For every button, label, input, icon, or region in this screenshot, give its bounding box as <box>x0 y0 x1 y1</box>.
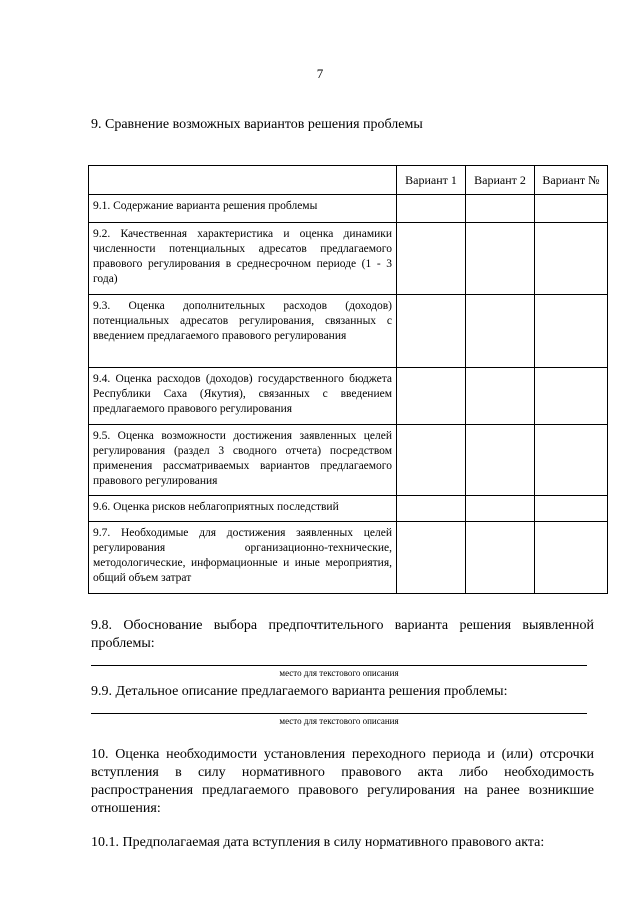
row-label-9-1: 9.1. Содержание варианта решения проблемы <box>89 195 397 223</box>
cell-empty <box>535 295 608 368</box>
cell-empty <box>535 195 608 223</box>
table-row <box>89 223 608 295</box>
cell-empty <box>466 295 535 368</box>
table-row <box>89 195 608 223</box>
cell-empty <box>535 368 608 425</box>
cell-empty <box>466 195 535 223</box>
section-9-heading: 9. Сравнение возможных вариантов решения проблемы <box>91 117 423 132</box>
column-header-variant-2: Вариант 2 <box>466 166 535 195</box>
cell-empty <box>535 522 608 594</box>
row-label-9-3: 9.3. Оценка дополнительных расходов (доходов) потенциальных адресатов регулирования, связанных с введением предлагаемого правового регулирования <box>89 295 397 368</box>
cell-empty <box>397 368 466 425</box>
text-input-line <box>91 665 587 666</box>
cell-empty <box>397 496 466 522</box>
table-row <box>89 425 608 496</box>
table-row <box>89 295 608 368</box>
cell-empty <box>466 425 535 496</box>
placeholder-note: место для текстового описания <box>279 716 399 726</box>
cell-empty <box>397 195 466 223</box>
cell-empty <box>397 522 466 594</box>
row-label-9-7: 9.7. Необходимые для достижения заявленных целей регулирования организационно-технические, методологические, информационные и иные мероприятия, общий объем затрат <box>89 522 397 594</box>
page-number: 7 <box>316 66 324 81</box>
table-row <box>89 368 608 425</box>
table-row <box>89 522 608 594</box>
row-label-9-6: 9.6. Оценка рисков неблагоприятных последствий <box>89 496 397 522</box>
cell-empty <box>466 368 535 425</box>
paragraph-10: 10. Оценка необходимости установления переходного периода и (или) отсрочки вступления в силу нормативного правового акта либо необходимость распространения предлагаемого правового регулирования на ранее возникшие отношения: <box>91 747 594 816</box>
cell-empty <box>466 522 535 594</box>
cell-empty <box>535 496 608 522</box>
cell-empty <box>535 223 608 295</box>
column-header-variant-n: Вариант № <box>535 166 608 195</box>
table-header-row <box>89 166 608 195</box>
text-input-line <box>91 713 587 714</box>
row-label-9-4: 9.4. Оценка расходов (доходов) государственного бюджета Республики Саха (Якутия), связанных с введением предлагаемого правового регулирования <box>89 368 397 425</box>
table-header-blank <box>89 166 397 195</box>
cell-empty <box>397 223 466 295</box>
column-header-variant-1: Вариант 1 <box>397 166 466 195</box>
table-row <box>89 496 608 522</box>
cell-empty <box>397 425 466 496</box>
comparison-table <box>88 165 608 594</box>
paragraph-10-1: 10.1. Предполагаемая дата вступления в силу нормативного правового акта: <box>91 835 545 850</box>
row-label-9-2: 9.2. Качественная характеристика и оценка динамики численности потенциальных адресатов предлагаемого правового регулирования в среднесрочном периоде (1 - 3 года) <box>89 223 397 295</box>
cell-empty <box>466 496 535 522</box>
row-label-9-5: 9.5. Оценка возможности достижения заявленных целей регулирования (раздел 3 сводного отчета) посредством применения рассматриваемых вариантов предлагаемого правового регулирования <box>89 425 397 496</box>
paragraph-9-8: 9.8. Обоснование выбора предпочтительного варианта решения выявленной проблемы: <box>91 618 594 651</box>
cell-empty <box>397 295 466 368</box>
cell-empty <box>535 425 608 496</box>
paragraph-9-9: 9.9. Детальное описание предлагаемого варианта решения проблемы: <box>91 684 508 699</box>
cell-empty <box>466 223 535 295</box>
placeholder-note: место для текстового описания <box>279 668 399 678</box>
